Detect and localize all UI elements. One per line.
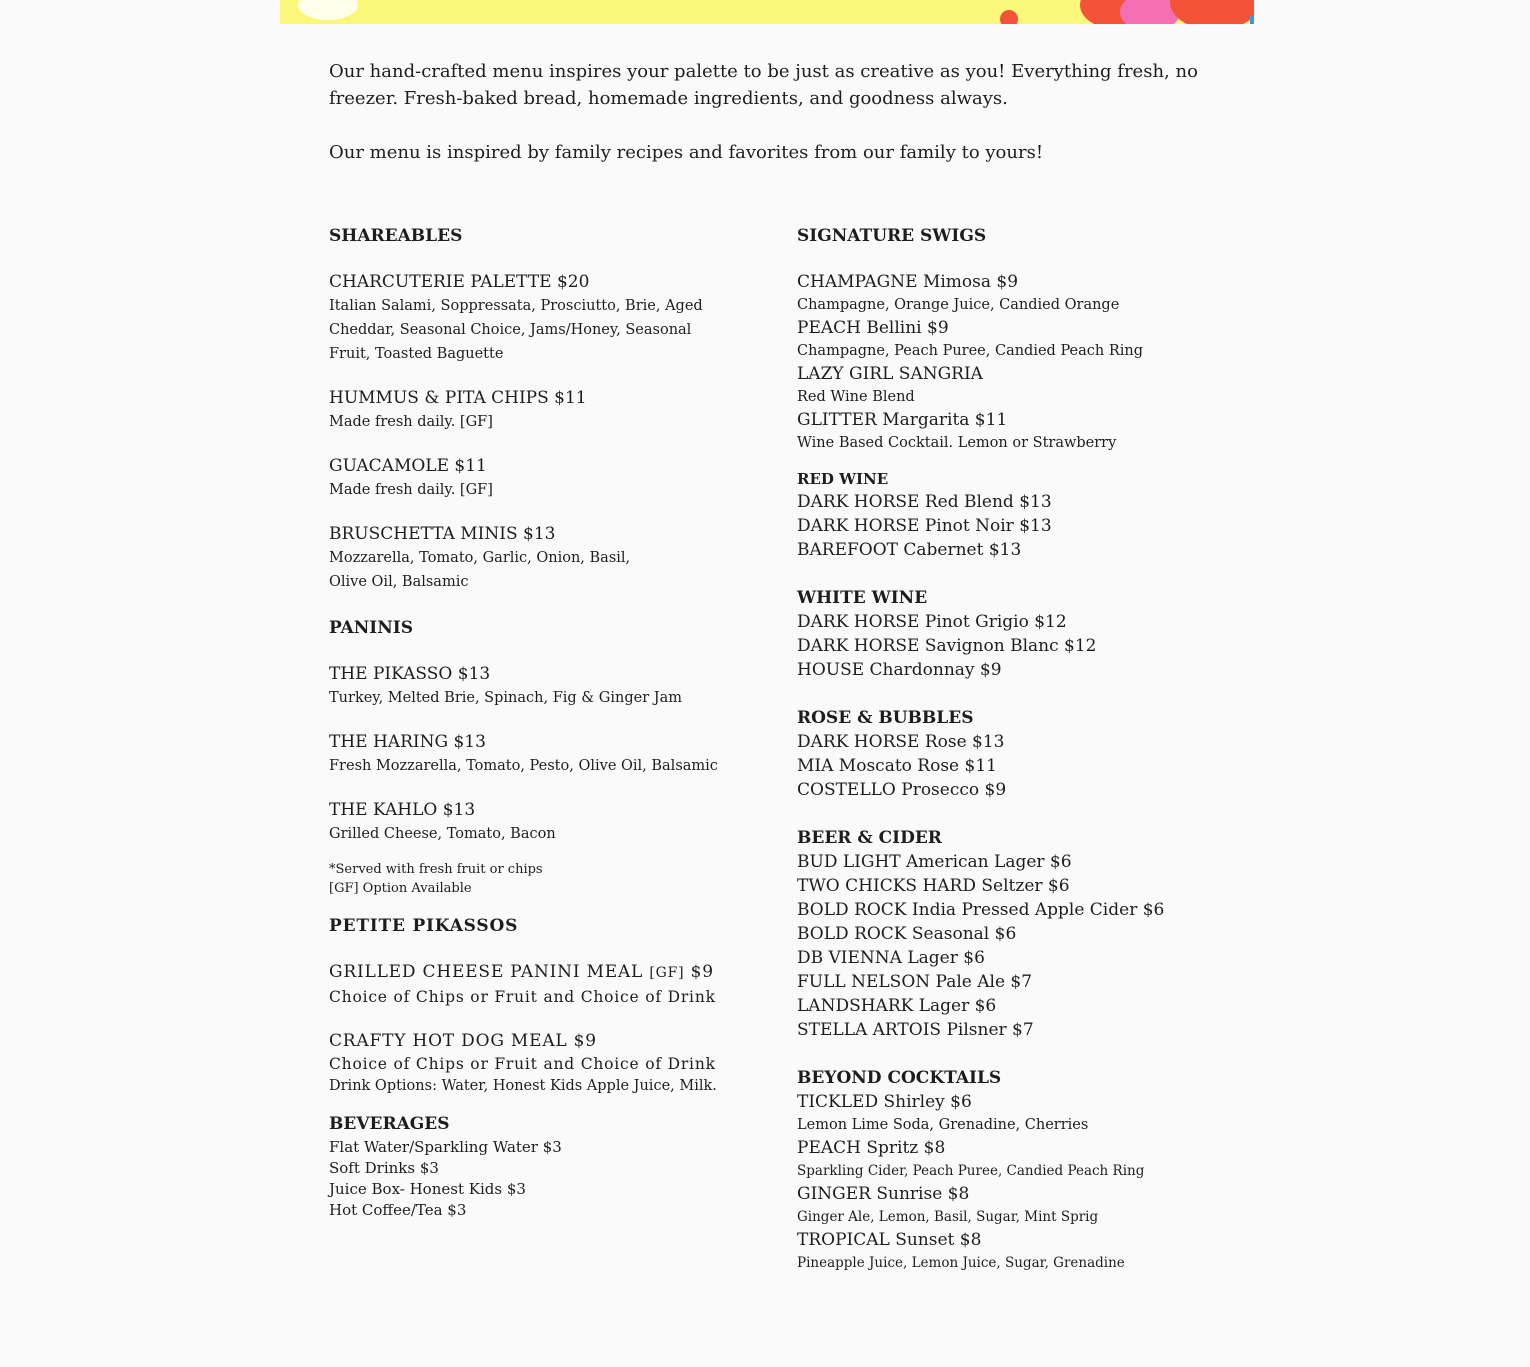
section-title: RED WINE xyxy=(797,470,889,488)
menu-item-desc: Fresh Mozzarella, Tomato, Pesto, Olive Oil, Balsamic xyxy=(329,758,718,774)
menu-item-name: DARK HORSE Rose $13 xyxy=(797,732,1005,752)
menu-note: *Served with fresh fruit or chips xyxy=(329,862,543,877)
section-title: BEYOND COCKTAILS xyxy=(797,1068,1002,1088)
paint-banner xyxy=(280,0,1254,24)
menu-item-name: GLITTER Margarita $11 xyxy=(797,410,1008,430)
paint-splatter xyxy=(1170,0,1254,24)
menu-item-desc: Made fresh daily. [GF] xyxy=(329,414,493,430)
menu-item-name: TWO CHICKS HARD Seltzer $6 xyxy=(797,876,1070,896)
section-title: BEVERAGES xyxy=(329,1114,450,1134)
menu-item-name: DB VIENNA Lager $6 xyxy=(797,948,985,968)
menu-item-desc: Italian Salami, Soppressata, Prosciutto, Brie, Aged Cheddar, Seasonal Choice, Jams/Honey, Seasonal Fruit, Toasted Baguette xyxy=(329,298,703,362)
menu-item-name: BOLD ROCK Seasonal $6 xyxy=(797,924,1017,944)
menu-item-name: STELLA ARTOIS Pilsner $7 xyxy=(797,1020,1034,1040)
menu-item-name: GUACAMOLE $11 xyxy=(329,456,487,476)
menu-item-name: PEACH Spritz $8 xyxy=(797,1138,946,1158)
menu-item-desc: Lemon Lime Soda, Grenadine, Cherries xyxy=(797,1117,1089,1133)
beverage-item: Juice Box- Honest Kids $3 xyxy=(329,1180,526,1198)
menu-item-price: $9 xyxy=(684,962,714,982)
menu-item-name: HUMMUS & PITA CHIPS $11 xyxy=(329,388,587,408)
menu-item-name: TICKLED Shirley $6 xyxy=(797,1092,972,1112)
beverage-item: Hot Coffee/Tea $3 xyxy=(329,1201,467,1219)
intro-paragraph: Our menu is inspired by family recipes and favorites from our family to yours! xyxy=(329,142,1044,163)
menu-right-column xyxy=(797,222,1267,1274)
section-title: PETITE PIKASSOS xyxy=(329,916,519,936)
menu-item-desc: Turkey, Melted Brie, Spinach, Fig & Ginger Jam xyxy=(329,690,682,706)
menu-item-name-text: GRILLED CHEESE PANINI MEAL xyxy=(329,962,650,982)
menu-item-name: FULL NELSON Pale Ale $7 xyxy=(797,972,1033,992)
menu-item-desc: Red Wine Blend xyxy=(797,389,915,405)
menu-item-name: LANDSHARK Lager $6 xyxy=(797,996,997,1016)
menu-item-name: BUD LIGHT American Lager $6 xyxy=(797,852,1072,872)
menu-item-name: HOUSE Chardonnay $9 xyxy=(797,660,1002,680)
menu-item-desc: Wine Based Cocktail. Lemon or Strawberry xyxy=(797,435,1117,451)
beverage-item: Soft Drinks $3 xyxy=(329,1159,439,1177)
menu-item-desc: Choice of Chips or Fruit and Choice of Drink xyxy=(329,988,716,1006)
menu-item-name: COSTELLO Prosecco $9 xyxy=(797,780,1007,800)
section-title: BEER & CIDER xyxy=(797,828,942,848)
menu-item-name: THE HARING $13 xyxy=(329,732,486,752)
menu-note: [GF] Option Available xyxy=(329,881,472,896)
menu-item-name: CHARCUTERIE PALETTE $20 xyxy=(329,272,590,292)
menu-item-name: CHAMPAGNE Mimosa $9 xyxy=(797,272,1019,292)
beverage-item: Flat Water/Sparkling Water $3 xyxy=(329,1138,562,1156)
menu-item-name: CRAFTY HOT DOG MEAL $9 xyxy=(329,1031,597,1051)
menu-item-name: TROPICAL Sunset $8 xyxy=(797,1230,982,1250)
drink-options: Drink Options: Water, Honest Kids Apple Juice, Milk. xyxy=(329,1078,717,1094)
menu-item-desc: Choice of Chips or Fruit and Choice of Drink xyxy=(329,1055,716,1073)
menu-item-name: DARK HORSE Red Blend $13 xyxy=(797,492,1052,512)
menu-item-desc: Mozzarella, Tomato, Garlic, Onion, Basil, Olive Oil, Balsamic xyxy=(329,550,631,590)
menu-item-name: BAREFOOT Cabernet $13 xyxy=(797,540,1022,560)
menu-item-name: GINGER Sunrise $8 xyxy=(797,1184,970,1204)
intro-text xyxy=(329,58,1229,193)
section-title: PANINIS xyxy=(329,618,413,638)
menu-item-desc: Made fresh daily. [GF] xyxy=(329,482,493,498)
paint-splatter xyxy=(298,0,358,20)
menu-item-name: THE KAHLO $13 xyxy=(329,800,476,820)
menu-item-name xyxy=(329,960,749,985)
menu-item-name: MIA Moscato Rose $11 xyxy=(797,756,997,776)
menu-item-desc: Pineapple Juice, Lemon Juice, Sugar, Grenadine xyxy=(797,1255,1125,1271)
menu-item-name: BRUSCHETTA MINIS $13 xyxy=(329,524,556,544)
menu-item-desc: Grilled Cheese, Tomato, Bacon xyxy=(329,826,556,842)
menu-item-desc: Champagne, Peach Puree, Candied Peach Ring xyxy=(797,343,1144,359)
paint-splatter xyxy=(1250,16,1254,24)
menu-item-desc: Champagne, Orange Juice, Candied Orange xyxy=(797,297,1120,313)
intro-paragraph: Our hand-crafted menu inspires your palette to be just as creative as you! Everything fresh, no freezer. Fresh-baked bread, homemade ingredients, and goodness always. xyxy=(329,61,1198,109)
menu-item-name: DARK HORSE Savignon Blanc $12 xyxy=(797,636,1097,656)
section-title: ROSE & BUBBLES xyxy=(797,708,974,728)
menu-item-name: BOLD ROCK India Pressed Apple Cider $6 xyxy=(797,900,1165,920)
section-title: SIGNATURE SWIGS xyxy=(797,226,987,246)
gf-tag: [GF] xyxy=(649,965,685,981)
menu-item-name: LAZY GIRL SANGRIA xyxy=(797,364,983,384)
paint-splatter xyxy=(1000,10,1018,24)
menu-left-column xyxy=(329,222,749,1221)
menu-item-name: DARK HORSE Pinot Grigio $12 xyxy=(797,612,1067,632)
menu-item-name: PEACH Bellini $9 xyxy=(797,318,949,338)
menu-item-desc: Ginger Ale, Lemon, Basil, Sugar, Mint Sprig xyxy=(797,1209,1099,1225)
menu-item-desc: Sparkling Cider, Peach Puree, Candied Peach Ring xyxy=(797,1163,1145,1179)
section-title: WHITE WINE xyxy=(797,588,928,608)
menu-item-name: DARK HORSE Pinot Noir $13 xyxy=(797,516,1052,536)
section-title: SHAREABLES xyxy=(329,226,463,246)
menu-item-name: THE PIKASSO $13 xyxy=(329,664,491,684)
